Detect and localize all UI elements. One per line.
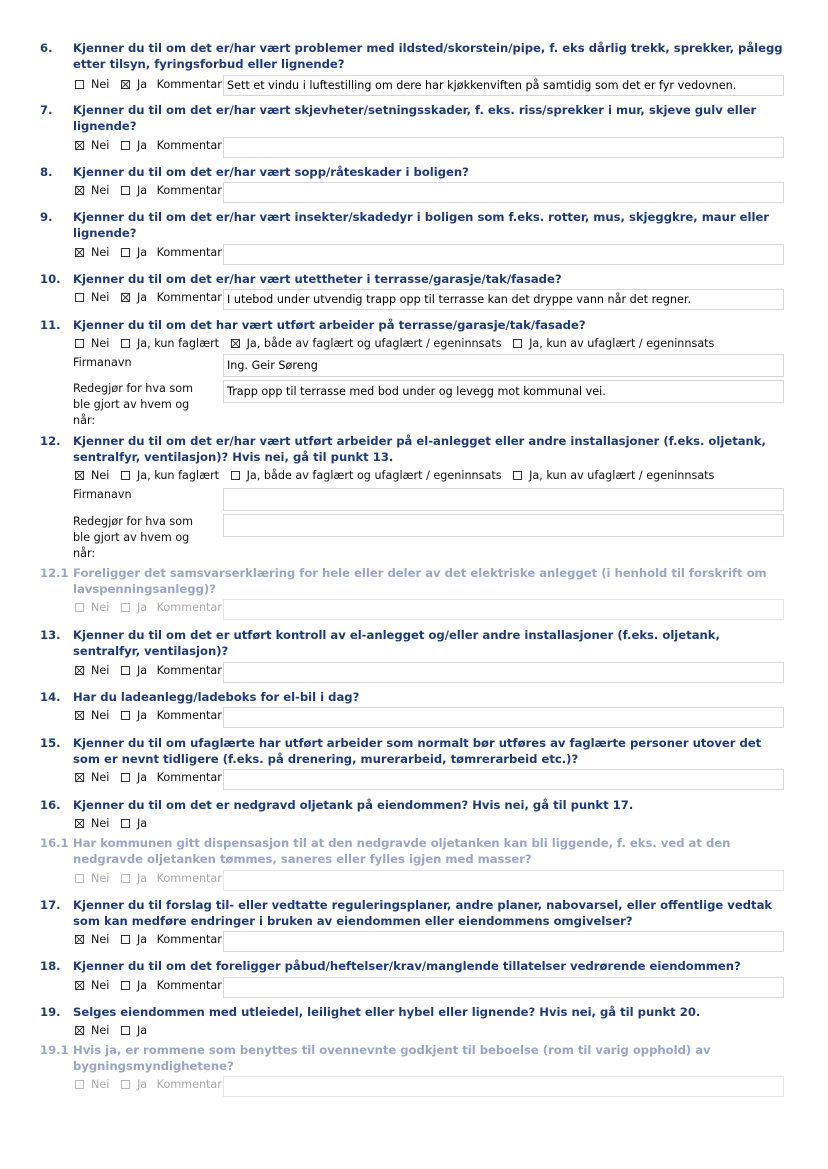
question-text: Kjenner du til om det er/har vært problemer med ildsted/skorstein/pipe, f. eks dårlig trekk, sprekker, pålegg etter tilsyn, fyringsforbud eller lignende? [73, 41, 783, 71]
firmanavn-field[interactable] [223, 488, 784, 511]
option-label: Nei [91, 469, 110, 482]
comment-label: Kommentar [156, 1078, 222, 1091]
checkbox-nei[interactable] [75, 141, 84, 150]
checkbox-nei[interactable] [75, 293, 84, 302]
comment-field[interactable]: I utebod under utvendig trapp opp til terrasse kan det dryppe vann når det regner. [223, 289, 784, 310]
checkbox-nei[interactable] [75, 773, 84, 782]
checkbox-ja[interactable] [121, 293, 130, 302]
option-label: Nei [91, 709, 110, 722]
answer-options [73, 978, 222, 994]
comment-label: Kommentar [156, 246, 222, 259]
option-label: Nei [91, 184, 110, 197]
question-text: Har du ladeanlegg/ladeboks for el-bil i dag? [73, 690, 360, 704]
question-number: 10. [40, 272, 61, 286]
checkbox-ja[interactable] [121, 80, 130, 89]
checkbox-nei[interactable] [75, 819, 84, 828]
answer-options [73, 336, 720, 352]
firmanavn-field[interactable]: Ing. Geir Søreng [223, 354, 784, 377]
option-label: Nei [91, 771, 110, 784]
redegjor-label: Redegjør for hva som ble gjort av hvem og når: [73, 382, 193, 427]
option-label: Ja [136, 979, 148, 992]
option-label: Ja [136, 291, 148, 304]
question-number: 17. [40, 898, 61, 912]
answer-options [73, 816, 153, 832]
answer-options [73, 708, 222, 724]
option-label: Nei [91, 78, 110, 91]
option-label: Ja [136, 817, 148, 830]
comment-label: Kommentar [156, 771, 222, 784]
comment-label: Kommentar [156, 139, 222, 152]
option-label: Ja [136, 1078, 148, 1091]
option-label: Ja [136, 1024, 148, 1037]
comment-label: Kommentar [156, 709, 222, 722]
question-number: 16.1 [40, 836, 69, 850]
comment-label: Kommentar [156, 872, 222, 885]
option-label: Nei [91, 291, 110, 304]
question-number: 13. [40, 628, 61, 642]
question-text: Selges eiendommen med utleiedel, leilighet eller hybel eller lignende? Hvis nei, gå til punkt 20. [73, 1005, 701, 1019]
comment-label: Kommentar [156, 78, 222, 91]
option-label: Ja [136, 664, 148, 677]
firmanavn-label: Firmanavn [73, 488, 132, 501]
option-label: Nei [91, 139, 110, 152]
option-label: Nei [91, 1078, 110, 1091]
checkbox-ja[interactable] [121, 981, 130, 990]
question-text: Kjenner du til om det er/har vært skjevheter/setningsskader, f. eks. riss/sprekker i mur, skjeve gulv eller lignende? [73, 103, 757, 133]
option-label: Ja, kun av ufaglært / egeninnsats [529, 469, 715, 482]
answer-options [73, 932, 222, 948]
option-label: Nei [91, 1024, 110, 1037]
option-label: Ja [136, 771, 148, 784]
question-number: 7. [40, 103, 53, 117]
comment-field[interactable] [223, 1076, 784, 1097]
checkbox-nei[interactable] [75, 471, 84, 480]
answer-options [73, 290, 222, 306]
question-text: Kjenner du til om ufaglærte har utført arbeider som normalt bør utføres av faglærte personer utover det som er nevnt tidligere (f.eks. på drenering, murerarbeid, tømrerarbeid etc.)? [73, 736, 762, 766]
option-label: Ja [136, 246, 148, 259]
question-number: 8. [40, 165, 53, 179]
question-number: 12.1 [40, 566, 69, 580]
question-text: Kjenner du til om det er utført kontroll av el-anlegget og/eller andre installasjoner (f.eks. oljetank, sentralfyr, ventilasjon)? [73, 628, 720, 658]
checkbox-ja[interactable] [121, 603, 130, 612]
checkbox-ja-ufaglaert[interactable] [513, 471, 522, 480]
question-text: Kjenner du til om det er nedgravd oljetank på eiendommen? Hvis nei, gå til punkt 17. [73, 798, 634, 812]
checkbox-ja[interactable] [121, 248, 130, 257]
checkbox-nei[interactable] [75, 874, 84, 883]
option-label: Ja, kun av ufaglært / egeninnsats [529, 337, 715, 350]
option-label: Ja [136, 78, 148, 91]
comment-field[interactable] [223, 977, 784, 998]
checkbox-nei[interactable] [75, 711, 84, 720]
redegjor-field[interactable]: Trapp opp til terrasse med bod under og levegg mot kommunal vei. [223, 380, 784, 403]
checkbox-ja[interactable] [121, 773, 130, 782]
question-number: 18. [40, 959, 61, 973]
question-number: 19. [40, 1005, 61, 1019]
comment-field[interactable] [223, 244, 784, 265]
question-number: 12. [40, 434, 61, 448]
firmanavn-label: Firmanavn [73, 356, 132, 369]
question-number: 16. [40, 798, 61, 812]
checkbox-ja-faglaert[interactable] [121, 471, 130, 480]
comment-field[interactable] [223, 870, 784, 891]
option-label: Ja, kun faglært [136, 469, 220, 482]
comment-field[interactable] [223, 137, 784, 158]
checkbox-ja[interactable] [121, 935, 130, 944]
question-number: 9. [40, 210, 53, 224]
checkbox-ja[interactable] [121, 141, 130, 150]
answer-options [73, 77, 222, 93]
checkbox-nei[interactable] [75, 1026, 84, 1035]
checkbox-ja[interactable] [121, 666, 130, 675]
option-label: Nei [91, 246, 110, 259]
option-label: Ja [136, 184, 148, 197]
redegjor-field[interactable] [223, 514, 784, 537]
comment-field[interactable] [223, 769, 784, 790]
option-label: Nei [91, 817, 110, 830]
checkbox-nei[interactable] [75, 186, 84, 195]
question-number: 11. [40, 318, 61, 332]
option-label: Nei [91, 933, 110, 946]
question-text: Foreligger det samsvarserklæring for hele eller deler av det elektriske anlegget (i henhold til forskrift om lavspenningsanlegg)? [73, 566, 767, 596]
comment-label: Kommentar [156, 601, 222, 614]
question-text: Har kommunen gitt dispensasjon til at den nedgravde oljetanken kan bli liggende, f. eks. ved at den nedgravde oljetanken tømmes, saneres eller fylles igjen med masser? [73, 836, 731, 866]
answer-options [73, 770, 222, 786]
comment-field[interactable] [223, 182, 784, 203]
comment-label: Kommentar [156, 184, 222, 197]
question-number: 15. [40, 736, 61, 750]
comment-label: Kommentar [156, 664, 222, 677]
checkbox-ja-begge[interactable] [231, 471, 240, 480]
question-text: Kjenner du til om det er/har vært insekter/skadedyr i boligen som f.eks. rotter, mus, skjeggkre, maur eller lignende? [73, 210, 770, 240]
question-text: Kjenner du til om det har vært utført arbeider på terrasse/garasje/tak/fasade? [73, 318, 586, 332]
checkbox-ja[interactable] [121, 874, 130, 883]
comment-field[interactable] [223, 707, 784, 728]
comment-label: Kommentar [156, 979, 222, 992]
answer-options [73, 183, 222, 199]
comment-field[interactable] [223, 662, 784, 683]
question-number: 6. [40, 41, 53, 55]
checkbox-ja-begge[interactable] [231, 339, 240, 348]
option-label: Nei [91, 979, 110, 992]
checkbox-ja-ufaglaert[interactable] [513, 339, 522, 348]
option-label: Ja [136, 933, 148, 946]
question-text: Kjenner du til om det foreligger påbud/heftelser/krav/manglende tillatelser vedrørende eiendommen? [73, 959, 741, 973]
comment-field[interactable]: Sett et vindu i luftestilling om dere har kjøkkenviften på samtidig som det er fyr vedovnen. [223, 75, 784, 96]
answer-options [73, 1077, 222, 1093]
option-label: Ja [136, 709, 148, 722]
question-text: Hvis ja, er rommene som benyttes til ovennevnte godkjent til beboelse (rom til varig opphold) av bygningsmyndighetene? [73, 1043, 711, 1073]
option-label: Ja, både av faglært og ufaglært / egeninnsats [246, 337, 502, 350]
option-label: Ja [136, 872, 148, 885]
comment-field[interactable] [223, 931, 784, 952]
comment-field[interactable] [223, 599, 784, 620]
question-text: Kjenner du til om det er/har vært utettheter i terrasse/garasje/tak/fasade? [73, 272, 562, 286]
comment-label: Kommentar [156, 933, 222, 946]
redegjor-label: Redegjør for hva som ble gjort av hvem og når: [73, 515, 193, 560]
option-label: Ja, både av faglært og ufaglært / egeninnsats [246, 469, 502, 482]
checkbox-nei[interactable] [75, 935, 84, 944]
checkbox-nei[interactable] [75, 666, 84, 675]
question-number: 19.1 [40, 1043, 69, 1057]
checkbox-ja[interactable] [121, 186, 130, 195]
option-label: Ja [136, 139, 148, 152]
checkbox-ja[interactable] [121, 711, 130, 720]
checkbox-ja[interactable] [121, 819, 130, 828]
comment-label: Kommentar [156, 291, 222, 304]
option-label: Nei [91, 337, 110, 350]
checkbox-ja-faglaert[interactable] [121, 339, 130, 348]
answer-options [73, 138, 222, 154]
checkbox-nei[interactable] [75, 339, 84, 348]
checkbox-ja[interactable] [121, 1080, 130, 1089]
option-label: Ja [136, 601, 148, 614]
option-label: Nei [91, 664, 110, 677]
question-text: Kjenner du til om det er/har vært utført arbeider på el-anlegget eller andre installasjoner (f.eks. oljetank, sentralfyr, ventilasjon)? Hvis nei, gå til punkt 13. [73, 434, 766, 464]
question-number: 14. [40, 690, 61, 704]
answer-options [73, 468, 720, 484]
question-text: Kjenner du til om det er/har vært sopp/råteskader i boligen? [73, 165, 469, 179]
checkbox-nei[interactable] [75, 248, 84, 257]
checkbox-nei[interactable] [75, 981, 84, 990]
checkbox-nei[interactable] [75, 1080, 84, 1089]
answer-options [73, 1023, 153, 1039]
answer-options [73, 871, 222, 887]
option-label: Nei [91, 872, 110, 885]
question-text: Kjenner du til forslag til- eller vedtatte reguleringsplaner, andre planer, nabovarsel, eller offentlige vedtak som kan medføre endringer i bruken av eiendommen eller eiendommens omgivelser? [73, 898, 773, 928]
option-label: Nei [91, 601, 110, 614]
answer-options [73, 245, 222, 261]
answer-options [73, 663, 222, 679]
checkbox-nei[interactable] [75, 603, 84, 612]
checkbox-nei[interactable] [75, 80, 84, 89]
checkbox-ja[interactable] [121, 1026, 130, 1035]
option-label: Ja, kun faglært [136, 337, 220, 350]
answer-options [73, 600, 222, 616]
